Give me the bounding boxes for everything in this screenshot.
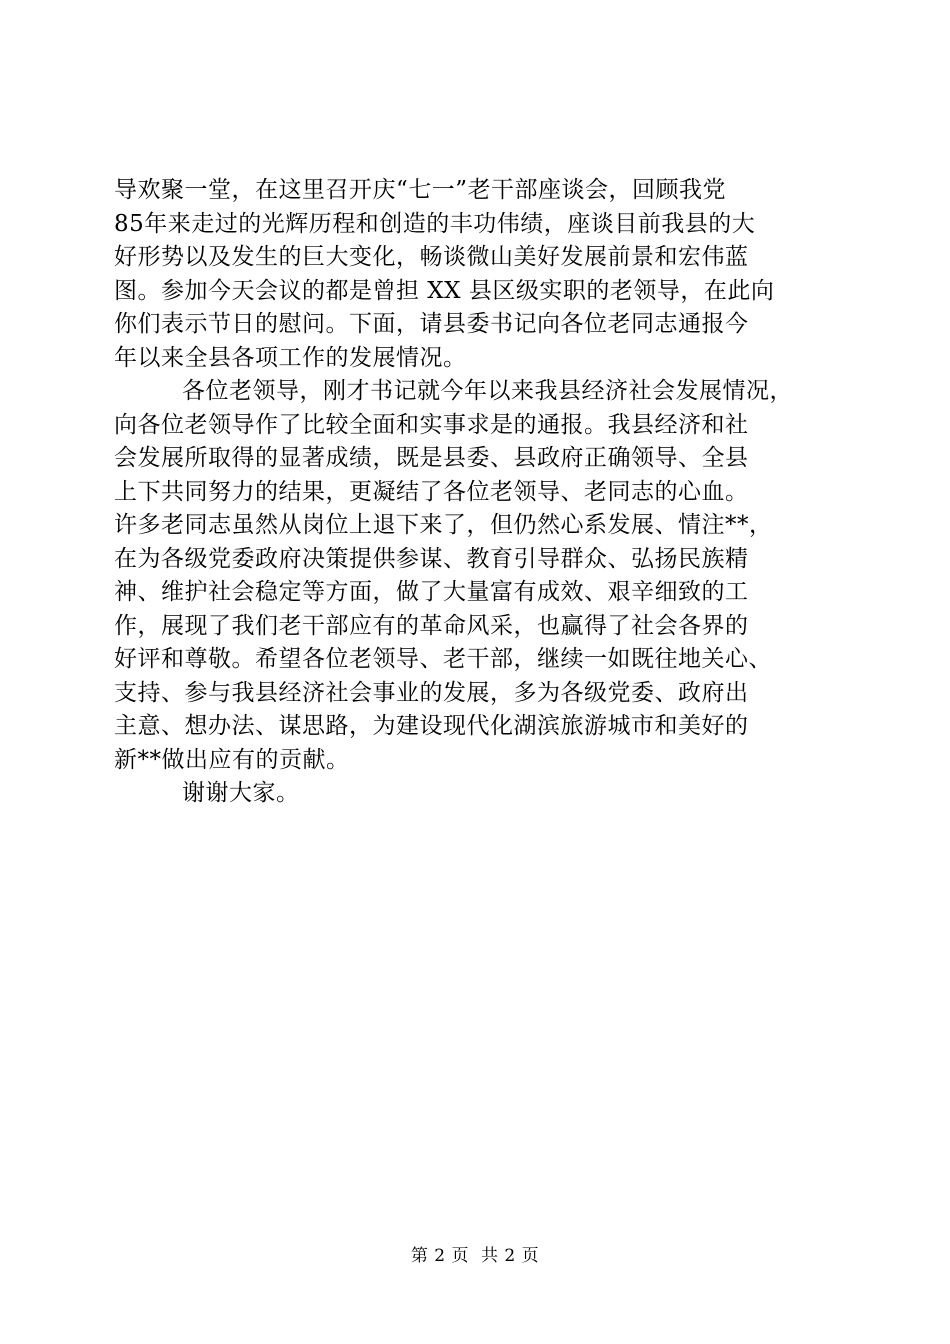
text-line: 主意、想办法、谋思路，为建设现代化湖滨旅游城市和美好的 [114,713,749,739]
text-line: 图。参加今天会议的都是曾担 XX 县区级实职的老领导，在此向 [114,277,775,304]
text-line: 向各位老领导作了比较全面和实事求是的通报。我县经济和社 [114,411,749,438]
text-line: 上下共同努力的结果，更凝结了各位老领导、老同志的心血。 [114,478,749,505]
text-line: 在为各级党委政府决策提供参谋、教育引导群众、弘扬民族精 [114,545,749,572]
text-line: 好形势以及发生的巨大变化，畅谈微山美好发展前景和宏伟蓝 [114,244,749,270]
text-line: 谢谢大家。 [182,780,300,806]
text-line: 支持、参与我县经济社会事业的发展，多为各级党委、政府出 [114,679,749,706]
page-number-current: 第 2 页 [410,1246,469,1266]
text-line: 各位老领导，刚才书记就今年以来我县经济社会发展情况， [182,378,793,404]
text-line: 神、维护社会稳定等方面，做了大量富有成效、艰辛细致的工 [114,579,749,605]
page-number-total: 共 2 页 [481,1246,540,1266]
text-line: 新**做出应有的贡献。 [114,746,350,773]
text-line: 作，展现了我们老干部应有的革命风采，也赢得了社会各界的 [114,612,749,639]
text-line: 导欢聚一堂，在这里召开庆“七一”老干部座谈会，回顾我党 [114,177,727,203]
text-line: 85年来走过的光辉历程和创造的丰功伟绩，座谈目前我县的大 [114,210,756,237]
text-line: 好评和尊敬。希望各位老领导、老干部，继续一如既往地关心、 [114,646,772,672]
text-line: 许多老同志虽然从岗位上退下来了，但仍然心系发展、情注**， [114,512,773,538]
text-line: 会发展所取得的显著成绩，既是县委、县政府正确领导、全县 [114,445,749,471]
text-line: 你们表示节日的慰问。下面，请县委书记向各位老同志通报今 [114,311,749,337]
page-footer [0,1244,950,1268]
document-body [114,174,844,811]
text-line: 年以来全县各项工作的发展情况。 [114,344,467,371]
